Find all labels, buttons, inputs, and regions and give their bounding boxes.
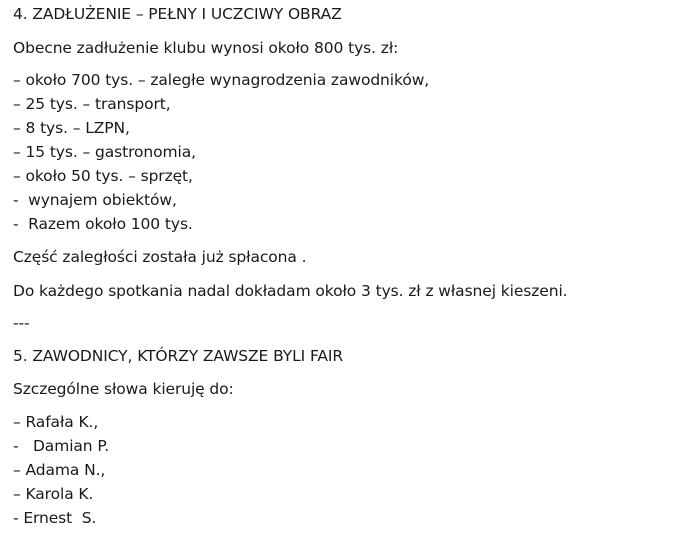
section-4-intro: Obecne zadłużenie klubu wynosi około 800 tys. zł: <box>13 39 399 57</box>
list-item: – około 50 tys. – sprzęt, <box>13 167 193 185</box>
list-item: - Razem około 100 tys. <box>13 215 193 233</box>
list-item: – około 700 tys. – zaległe wynagrodzenia zawodników, <box>13 71 430 89</box>
list-item: – Rafała K., <box>13 413 99 431</box>
list-item: – 8 tys. – LZPN, <box>13 119 130 137</box>
list-item: – 15 tys. – gastronomia, <box>13 143 196 161</box>
list-item: - Ernest S. <box>13 509 97 527</box>
section-5-heading: 5. ZAWODNICY, KTÓRZY ZAWSZE BYLI FAIR <box>13 347 344 365</box>
section-divider: --- <box>13 314 30 332</box>
personal-contribution-note: Do każdego spotkania nadal dokładam około 3 tys. zł z własnej kieszeni. <box>13 282 568 300</box>
list-item: – 25 tys. – transport, <box>13 95 171 113</box>
list-item: - wynajem obiektów, <box>13 191 177 209</box>
list-item: – Adama N., <box>13 461 106 479</box>
section-5-intro: Szczególne słowa kieruję do: <box>13 380 234 398</box>
section-4-heading: 4. ZADŁUŻENIE – PEŁNY I UCZCIWY OBRAZ <box>13 5 342 23</box>
repayment-note: Część zaległości została już spłacona . <box>13 248 307 266</box>
list-item: - Damian P. <box>13 437 110 455</box>
list-item: – Karola K. <box>13 485 94 503</box>
